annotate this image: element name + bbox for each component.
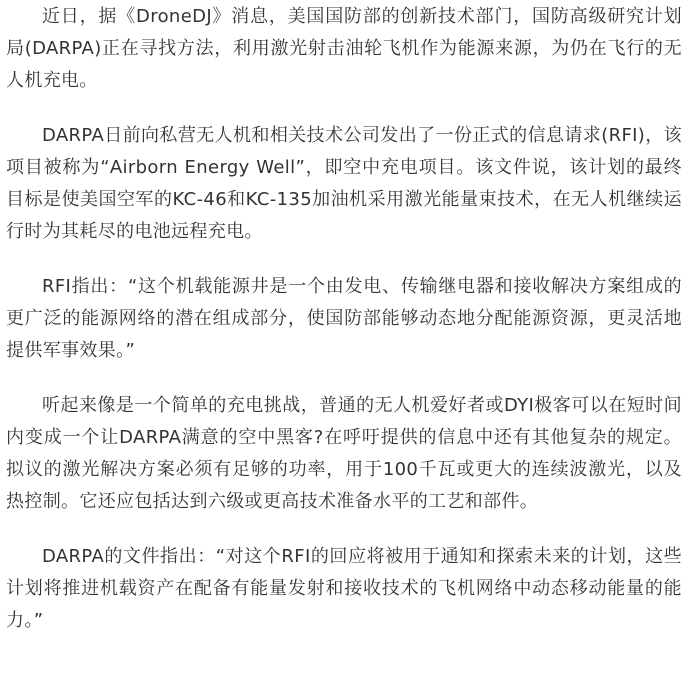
- article-body: [0, 1, 688, 637]
- paragraph-requirements: 听起来像是一个简单的充电挑战，普通的无人机爱好者或DYI极客可以在短时间内变成一个让DARPA满意的空中黑客?在呼吁提供的信息中还有其他复杂的规定。拟议的激光解决方案必须有足够的功率，用于100千瓦或更大的连续波激光，以及热控制。它还应包括达到六级或更高技术准备水平的工艺和部件。: [6, 395, 682, 512]
- paragraph-intro: 近日，据《DroneDJ》消息，美国国防部的创新技术部门，国防高级研究计划局(DARPA)正在寻找方法，利用激光射击油轮飞机作为能源来源，为仍在飞行的无人机充电。: [6, 6, 682, 91]
- paragraph-document-quote: DARPA的文件指出：“对这个RFI的回应将被用于通知和探索未来的计划，这些计划将推进机载资产在配备有能量发射和接收技术的飞机网络中动态移动能量的能力。”: [6, 546, 682, 631]
- paragraph-rfi-request: DARPA日前向私营无人机和相关技术公司发出了一份正式的信息请求(RFI)，该项目被称为“Airborn Energy Well”，即空中充电项目。该文件说，该计划的最终目标是使美国空军的KC-46和KC-135加油机采用激光能量束技术，在无人机继续运行时为其耗尽的电池远程充电。: [6, 125, 682, 242]
- paragraph-rfi-quote: RFI指出：“这个机载能源井是一个由发电、传输继电器和接收解决方案组成的更广泛的能源网络的潜在组成部分，使国防部能够动态地分配能源资源，更灵活地提供军事效果。”: [6, 276, 682, 361]
